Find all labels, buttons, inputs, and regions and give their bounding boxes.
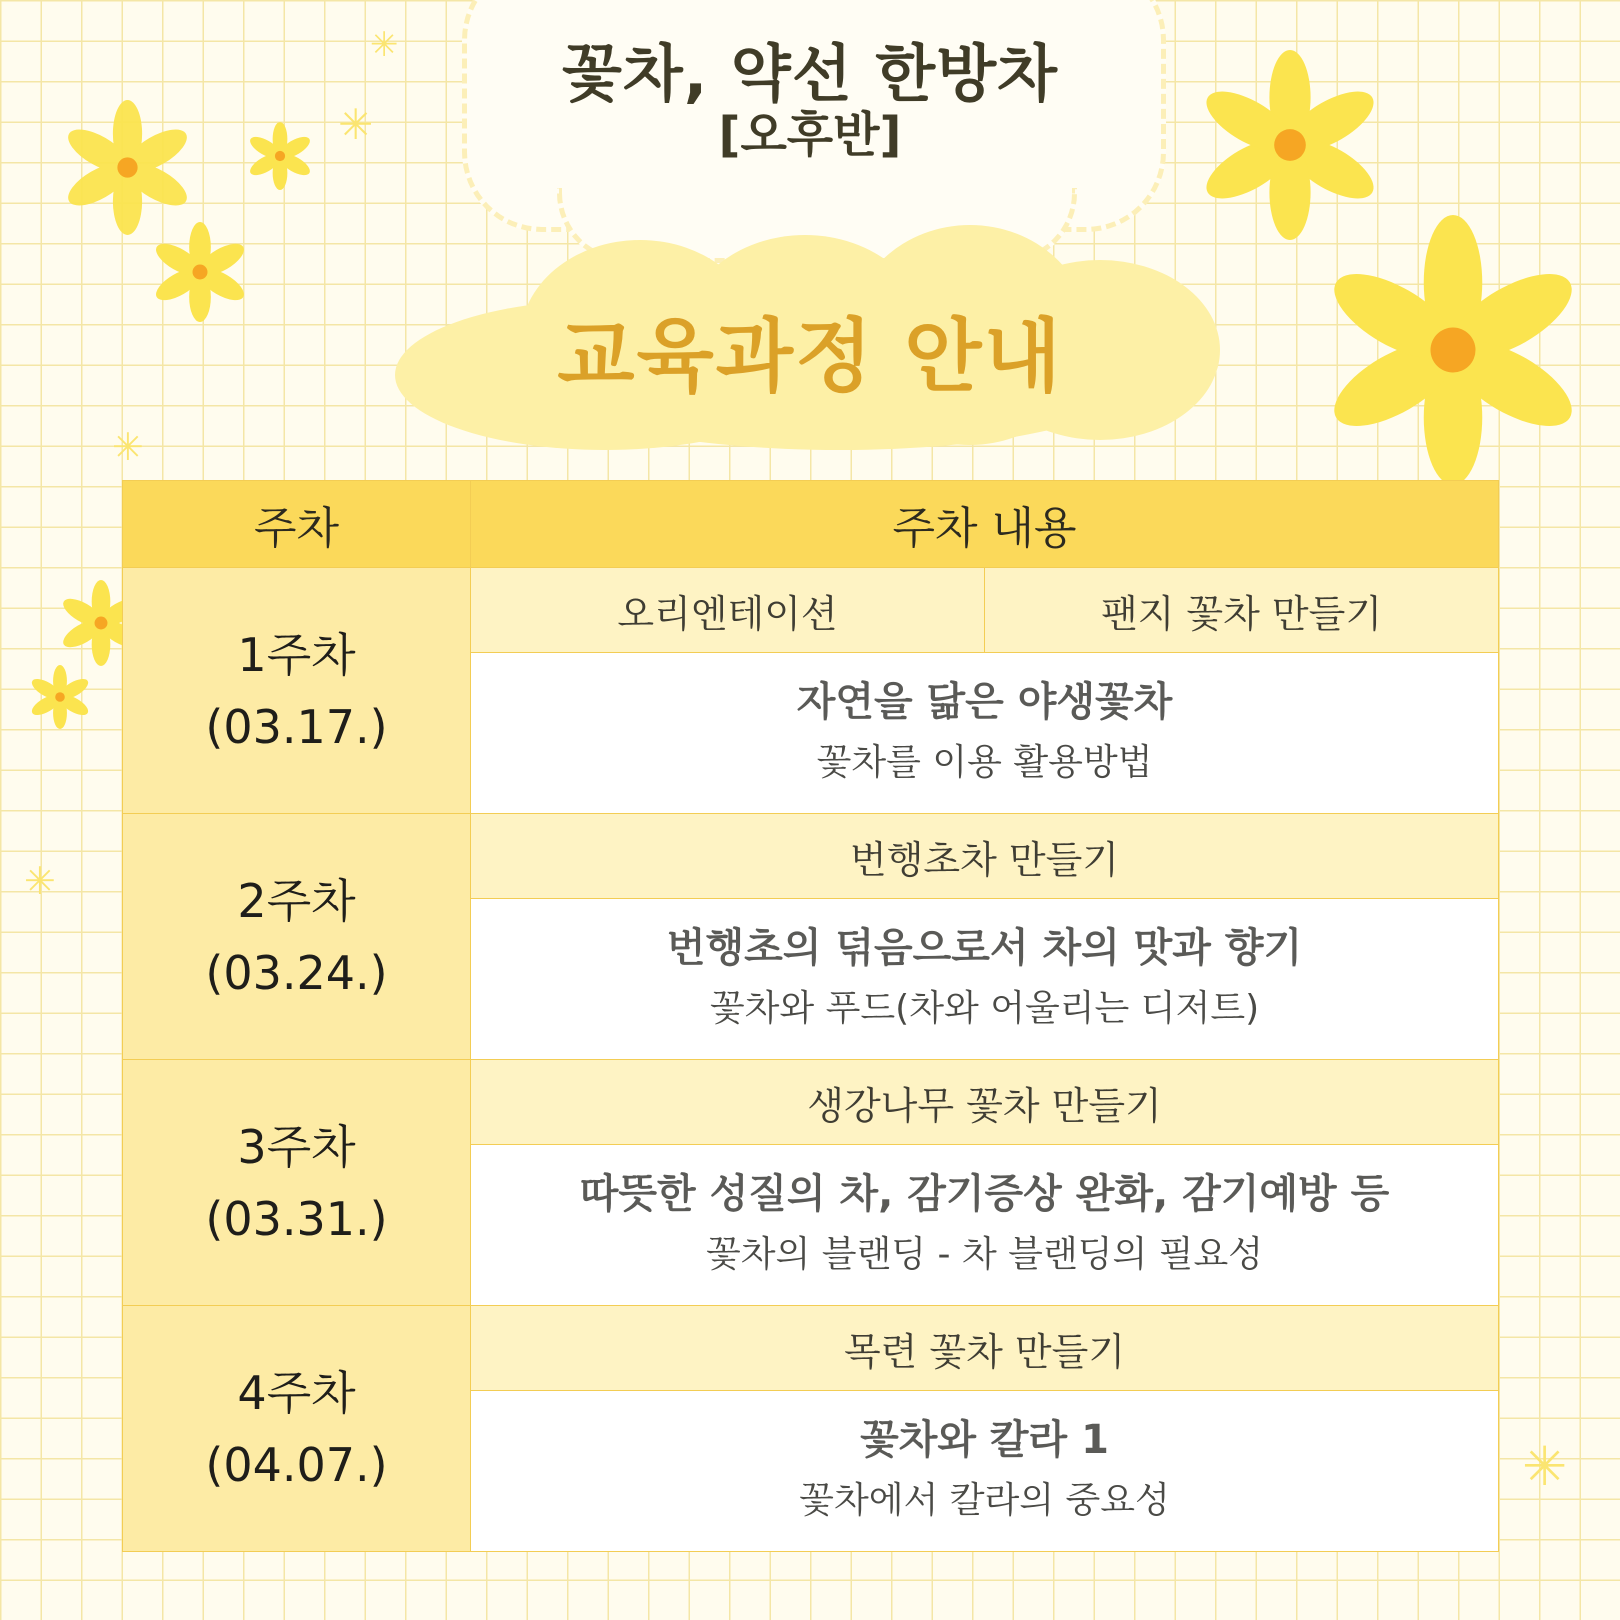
- week-date: (04.07.): [205, 1437, 388, 1492]
- week-cell: [123, 1306, 471, 1552]
- sparkle-icon: ✳: [112, 425, 144, 469]
- table-row: [123, 1060, 1499, 1145]
- description-cell: [471, 1145, 1499, 1306]
- description-cell: [471, 899, 1499, 1060]
- description-cell: [471, 653, 1499, 814]
- description-text: 꽃차를 이용 활용방법: [816, 742, 1153, 783]
- curriculum-table: [122, 480, 1499, 1552]
- week-label: 1주차: [237, 627, 356, 682]
- week-cell: [123, 568, 471, 814]
- sparkle-icon: ✳: [370, 25, 399, 65]
- topic-cell: 생강나무 꽃차 만들기: [471, 1060, 1499, 1145]
- topic-cell: 팬지 꽃차 만들기: [985, 568, 1499, 653]
- table-row: [123, 814, 1499, 899]
- flower-icon: [1195, 50, 1385, 240]
- flower-icon: [246, 122, 314, 190]
- flower-icon: [150, 222, 250, 322]
- section-heading: 교육과정 안내: [557, 310, 1063, 403]
- flower-icon: [60, 100, 195, 235]
- description-title: 따뜻한 성질의 차, 감기증상 완화, 감기예방 등: [579, 1171, 1390, 1217]
- table-row: [123, 1306, 1499, 1391]
- description-title: 꽃차와 칼라 1: [860, 1417, 1109, 1463]
- week-date: (03.24.): [205, 945, 388, 1000]
- column-header-week: 주차: [123, 481, 471, 568]
- description-text: 꽃차에서 칼라의 중요성: [799, 1480, 1170, 1521]
- description-title: 자연을 닮은 야생꽃차: [796, 679, 1173, 725]
- page-subtitle: [오후반]: [718, 107, 902, 163]
- table-row: [123, 568, 1499, 653]
- sparkle-icon: ✳: [24, 859, 56, 903]
- flower-icon: [1318, 215, 1588, 485]
- week-date: (03.17.): [205, 699, 388, 754]
- table-header-row: [123, 481, 1499, 568]
- sparkle-icon: ✳: [338, 100, 374, 149]
- description-text: 꽃차의 블랜딩 - 차 블랜딩의 필요성: [705, 1234, 1264, 1275]
- flower-icon: [28, 665, 92, 729]
- sparkle-icon: ✳: [1522, 1435, 1568, 1498]
- column-header-content: 주차 내용: [471, 481, 1499, 568]
- topic-cell: 번행초차 만들기: [471, 814, 1499, 899]
- topic-cell: 오리엔테이션: [471, 568, 985, 653]
- week-label: 4주차: [237, 1365, 356, 1420]
- topic-cell: 목련 꽃차 만들기: [471, 1306, 1499, 1391]
- week-label: 2주차: [237, 873, 356, 928]
- week-cell: [123, 1060, 471, 1306]
- week-cell: [123, 814, 471, 1060]
- description-title: 번행초의 덖음으로서 차의 맛과 향기: [666, 925, 1303, 971]
- page-title: 꽃차, 약선 한방차: [562, 37, 1058, 110]
- week-date: (03.31.): [205, 1191, 388, 1246]
- description-text: 꽃차와 푸드(차와 어울리는 디저트): [709, 988, 1260, 1029]
- description-cell: [471, 1391, 1499, 1552]
- week-label: 3주차: [237, 1119, 356, 1174]
